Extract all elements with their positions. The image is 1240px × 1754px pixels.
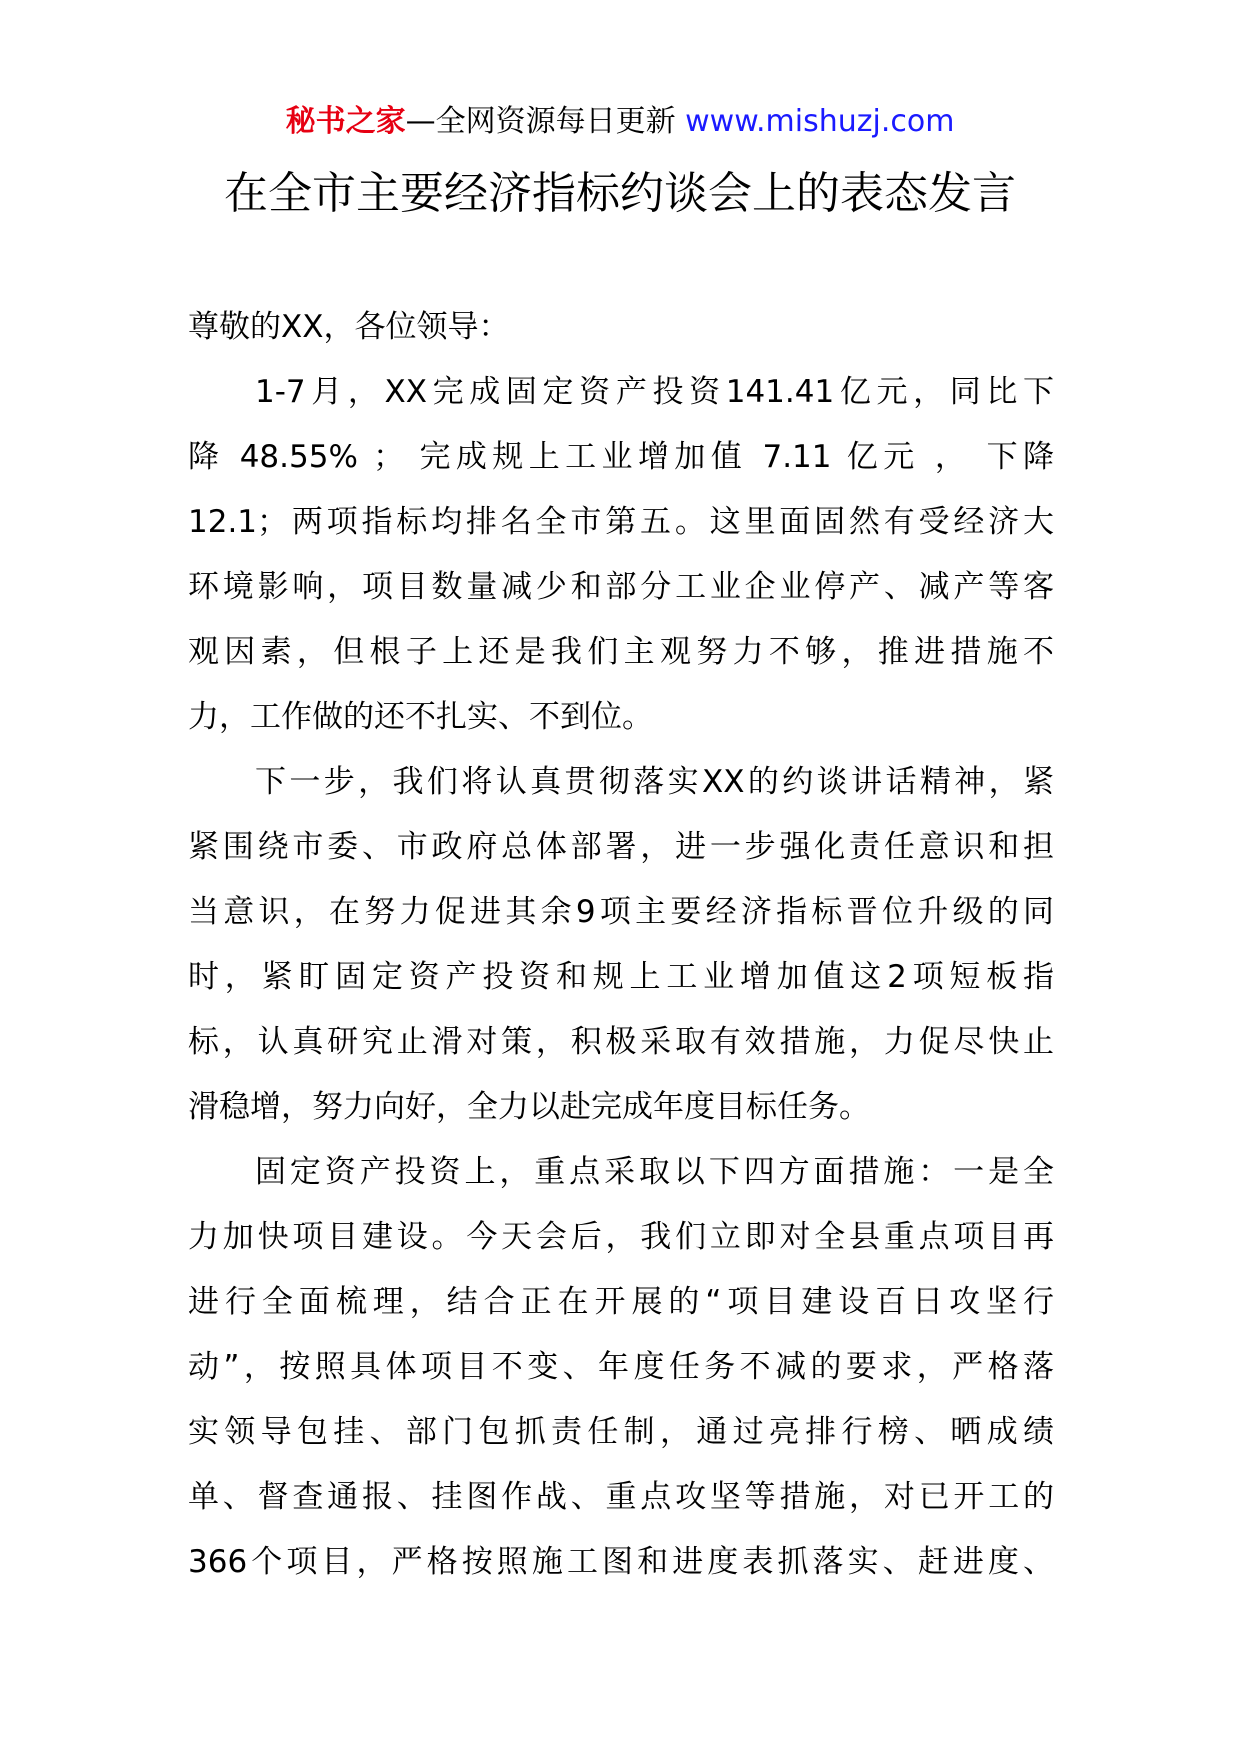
- paragraph-1-line: 1-7月，XX完成固定资产投资141.41亿元，同比下: [255, 374, 1054, 410]
- paragraph-2-line: 紧围绕市委、市政府总体部署，进一步强化责任意识和担: [188, 829, 1054, 865]
- document-body: [188, 295, 1054, 1595]
- paragraph-3-line: 力加快项目建设。今天会后，我们立即对全县重点项目再: [188, 1219, 1054, 1255]
- paragraph-2-line: 下一步，我们将认真贯彻落实XX的约谈讲话精神，紧: [255, 764, 1054, 800]
- paragraph-1-line: 12.1；两项指标均排名全市第五。这里面固然有受经济大: [188, 504, 1054, 540]
- paragraph-1-line: 观因素，但根子上还是我们主观努力不够，推进措施不: [188, 634, 1054, 670]
- greeting-line: 尊敬的XX，各位领导：: [188, 309, 510, 345]
- site-url-link[interactable]: www.mishuzj.com: [685, 104, 955, 139]
- paragraph-3-line: 单、督查通报、挂图作战、重点攻坚等措施，对已开工的: [188, 1479, 1054, 1515]
- site-tagline: —全网资源每日更新: [405, 104, 686, 139]
- brand-name: 秘书之家: [285, 104, 406, 139]
- paragraph-3-line: 进行全面梳理，结合正在开展的“项目建设百日攻坚行: [188, 1284, 1054, 1320]
- paragraph-2-line: 滑稳增，努力向好，全力以赴完成年度目标任务。: [188, 1089, 870, 1125]
- paragraph-3-line: 固定资产投资上，重点采取以下四方面措施：一是全: [255, 1154, 1054, 1190]
- paragraph-3-line: 动”，按照具体项目不变、年度任务不减的要求，严格落: [188, 1349, 1054, 1385]
- paragraph-1-line: 环境影响，项目数量减少和部分工业企业停产、减产等客: [188, 569, 1054, 605]
- paragraph-2-line: 标，认真研究止滑对策，积极采取有效措施，力促尽快止: [188, 1024, 1054, 1060]
- paragraph-1-line: 降 48.55% ； 完成规上工业增加值 7.11 亿元 ， 下降: [188, 439, 1054, 475]
- paragraph-1-line: 力，工作做的还不扎实、不到位。: [188, 699, 653, 735]
- paragraph-2-line: 当意识，在努力促进其余9项主要经济指标晋位升级的同: [188, 894, 1054, 930]
- paragraph-2-line: 时，紧盯固定资产投资和规上工业增加值这2项短板指: [188, 959, 1054, 995]
- document-title: 在全市主要经济指标约谈会上的表态发言: [224, 168, 1016, 219]
- site-banner: [0, 100, 1240, 144]
- paragraph-3-line: 366个项目，严格按照施工图和进度表抓落实、赶进度、: [188, 1544, 1054, 1580]
- paragraph-3-line: 实领导包挂、部门包抓责任制，通过亮排行榜、晒成绩: [188, 1414, 1054, 1450]
